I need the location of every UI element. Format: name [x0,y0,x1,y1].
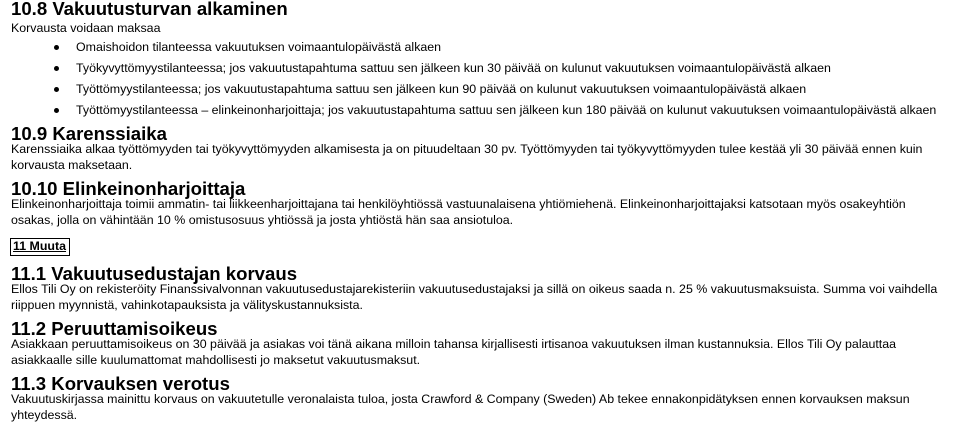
bullet-icon [54,45,59,50]
bullet-icon [54,66,59,71]
section-10-9-heading: 10.9 Karenssiaika [11,123,167,144]
section-10-8-heading: 10.8 Vakuutusturvan alkaminen [11,0,288,19]
bullet-icon [54,108,59,113]
document-page [0,1,960,423]
list-item: Omaishoidon tilanteessa vakuutuksen voimaantulopäivästä alkaen [11,40,950,55]
coverage-start-list [11,40,950,118]
section-11-2-body: Asiakkaan peruuttamisoikeus on 30 päivää ja asiakas voi tänä aikana milloin tahansa kirjallisesti irtisanoa vakuutuksen ilman kustannuksia. Ellos Tili Oy palauttaa asiakkaalle sille kuulumattomat mahdollisesti jo maksetut vakuutusmaksut. [11,337,897,367]
section-11-2-heading: 11.2 Peruuttamisoikeus [11,318,218,339]
section-10-10-heading: 10.10 Elinkeinonharjoittaja [11,178,246,199]
section-11-3-body: Vakuutuskirjassa mainittu korvaus on vakuutetulle veronalaista tuloa, josta Crawford & Company (Sweden) Ab tekee ennakonpidätyksen ennen korvauksen maksun yhteydessä. [11,392,910,422]
section-11-1-body: Ellos Tili Oy on rekisteröity Finanssivalvonnan vakuutusedustajarekisteriin vakuutusedustajaksi ja sillä on oikeus saada n. 25 % vakuutusmaksuista. Summa voi vaihdella riippuen myynnistä, vahinkotapauksista ja välityskustannuksista. [11,282,938,312]
section-10-9-body: Karenssiaika alkaa työttömyyden tai työkyvyttömyyden alkamisesta ja on pituudeltaan 30 pv. Työttömyyden tai työkyvyttömyyden tulee kestää yli 30 päivää ennen kuin korvausta maksetaan. [11,142,923,172]
list-item: Työttömyystilanteessa; jos vakuutustapahtuma sattuu sen jälkeen kun 90 päivää on kulunut vakuutuksen voimaantulopäivästä alkaen [11,82,950,97]
section-11-heading: 11 Muuta [10,238,70,256]
section-10-10-body: Elinkeinonharjoittaja toimii ammatin- tai liikkeenharjoittajana tai henkilöyhtiössä vastuunalaisena yhtiömiehenä. Elinkeinonharjoittajaksi katsotaan myös osakeyhtiön osakas, jolla on vähintään 10 % omistusosuus yhtiössä ja josta yhtiöstä hän saa ansiotuloa. [11,197,906,227]
section-11-3-heading: 11.3 Korvauksen verotus [11,373,230,394]
list-item: Työkyvyttömyystilanteessa; jos vakuutustapahtuma sattuu sen jälkeen kun 30 päivää on kulunut vakuutuksen voimaantulopäivästä alkaen [11,61,950,76]
list-item: Työttömyystilanteessa – elinkeinonharjoittaja; jos vakuutustapahtuma sattuu sen jälkeen kun 180 päivää on kulunut vakuutuksen voimaantulopäivästä alkaen [11,103,950,118]
section-10-8-intro: Korvausta voidaan maksaa [11,21,161,35]
bullet-icon [54,87,59,92]
section-11-1-heading: 11.1 Vakuutusedustajan korvaus [11,263,298,284]
